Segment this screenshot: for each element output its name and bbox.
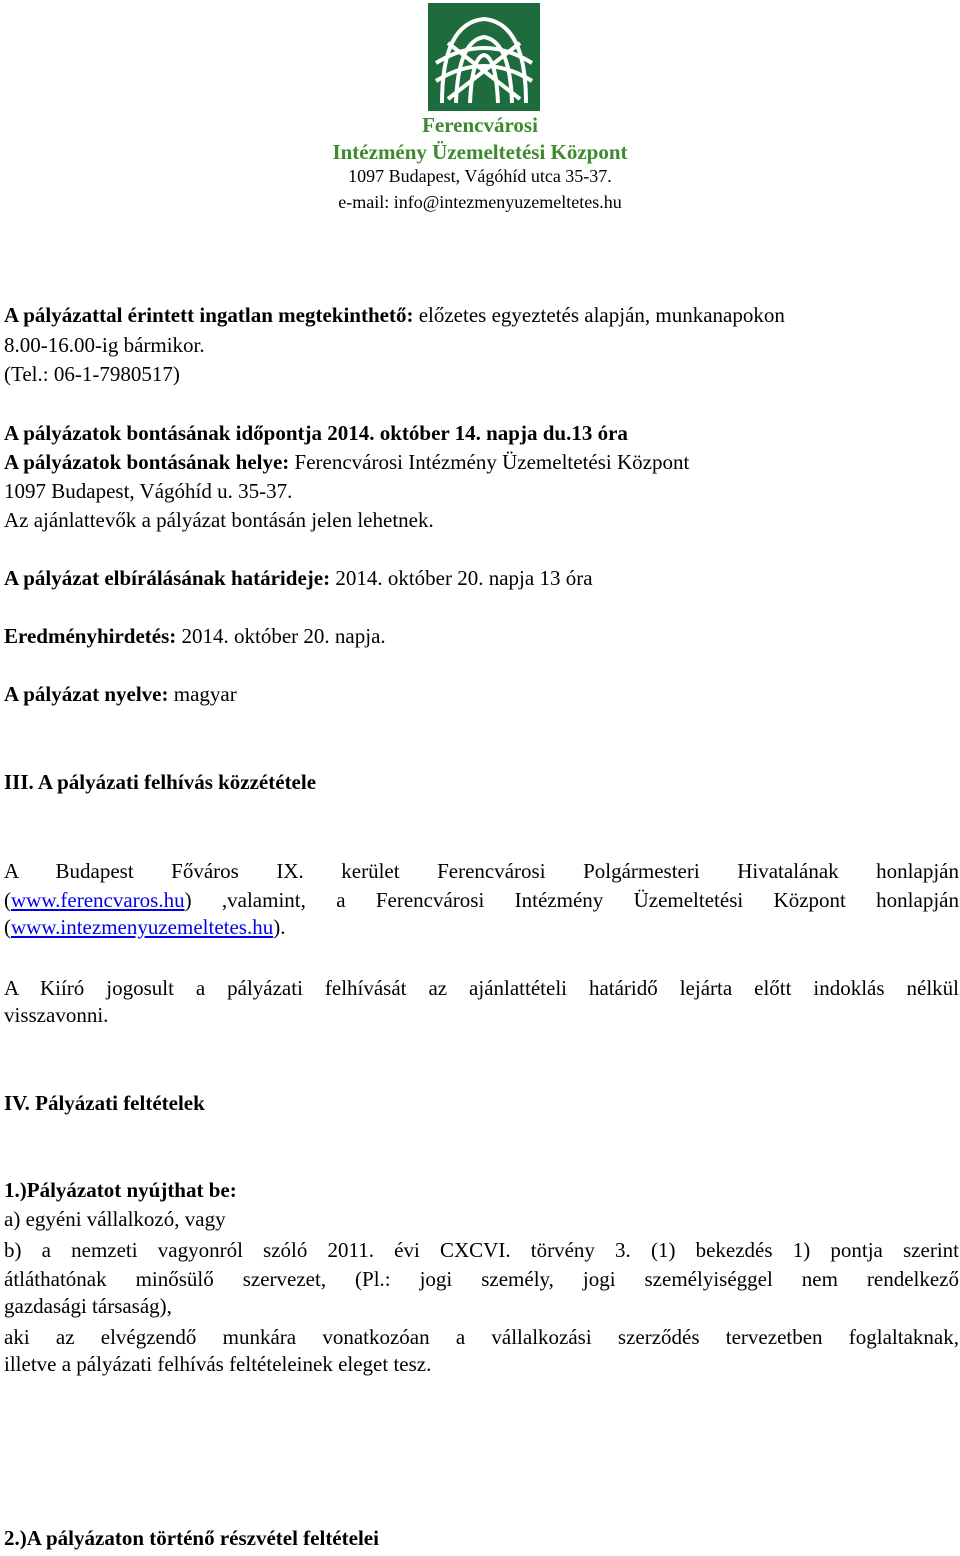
organization-logo <box>428 3 540 111</box>
result-label: Eredményhirdetés: <box>4 624 177 648</box>
language-value: magyar <box>168 682 237 706</box>
header-org-line2: Intézmény Üzemeltetési Központ <box>332 140 628 164</box>
result-line <box>4 624 386 649</box>
language-label: A pályázat nyelve: <box>4 682 169 706</box>
header-email: e-mail: info@intezmenyuzemeltetes.hu <box>338 192 622 212</box>
section3-line3 <box>4 915 285 940</box>
condition-c-line2: illetve a pályázati felhívás feltételeinek eleget tesz. <box>4 1352 432 1376</box>
section3-line2-rest: ) ,valamint, a Ferencvárosi Intézmény Üzemeltetési Központ honlapján <box>184 888 959 912</box>
section3-line2 <box>4 886 959 915</box>
evaluation-label: A pályázat elbírálásának határideje: <box>4 566 331 590</box>
evaluation-line <box>4 566 593 591</box>
evaluation-value: 2014. október 20. napja 13 óra <box>330 566 593 590</box>
viewing-phone: (Tel.: 06-1-7980517) <box>4 362 180 386</box>
section4-heading: IV. Pályázati feltételek <box>4 1091 205 1115</box>
condition-a: a) egyéni vállalkozó, vagy <box>4 1207 226 1231</box>
link-intezmenyuzemeltetes[interactable]: www.intezmenyuzemeltetes.hu <box>11 915 274 939</box>
opening-address: 1097 Budapest, Vágóhíd u. 35-37. <box>4 479 293 503</box>
bidders-note: Az ajánlattevők a pályázat bontásán jelen lehetnek. <box>4 508 434 532</box>
language-line <box>4 682 237 707</box>
condition-b-line2: átláthatónak minősülő szervezet, (Pl.: jogi személy, jogi személyiséggel nem rendelkező <box>4 1267 959 1291</box>
opening-time: A pályázatok bontásának időpontja 2014. október 14. napja du.13 óra <box>4 421 628 445</box>
viewing-label: A pályázattal érintett ingatlan megtekinthető: <box>4 303 414 327</box>
paren-open: ( <box>4 888 11 912</box>
section4-sub1: 1.)Pályázatot nyújthat be: <box>4 1178 237 1202</box>
link-ferencvaros[interactable]: www.ferencvaros.hu <box>11 888 185 912</box>
result-value: 2014. október 20. napja. <box>176 624 386 648</box>
withdraw-line2: visszavonni. <box>4 1003 109 1027</box>
paren-open-2: ( <box>4 915 11 939</box>
opening-place-value: Ferencvárosi Intézmény Üzemeltetési Központ <box>289 450 690 474</box>
withdraw-line1: A Kiíró jogosult a pályázati felhívását az ajánlattételi határidő lejárta előtt indoklás nélkül <box>4 976 959 1000</box>
section3-line1: A Budapest Főváros IX. kerület Ferencvárosi Polgármesteri Hivatalának honlapján <box>4 859 959 883</box>
viewing-hours: 8.00-16.00-ig bármikor. <box>4 333 205 357</box>
condition-b-line3: gazdasági társaság), <box>4 1294 172 1318</box>
section3-heading: III. A pályázati felhívás közzététele <box>4 770 317 794</box>
opening-place-line <box>4 450 689 475</box>
viewing-text: előzetes egyeztetés alapján, munkanapokon <box>413 303 785 327</box>
section3-line3-rest: ). <box>273 915 286 939</box>
section4-sub2: 2.)A pályázaton történő részvétel feltételei <box>4 1526 379 1550</box>
condition-c-line1: aki az elvégzendő munkára vonatkozóan a vállalkozási szerződés tervezetben foglaltaknak, <box>4 1325 959 1349</box>
opening-place-label: A pályázatok bontásának helye: <box>4 450 290 474</box>
header-org-line1: Ferencvárosi <box>422 113 538 137</box>
condition-b-line1: b) a nemzeti vagyonról szóló 2011. évi CXCVI. törvény 3. (1) bekezdés 1) pontja szerint <box>4 1238 959 1262</box>
header-address: 1097 Budapest, Vágóhíd utca 35-37. <box>348 166 612 186</box>
viewing-line <box>4 303 785 328</box>
